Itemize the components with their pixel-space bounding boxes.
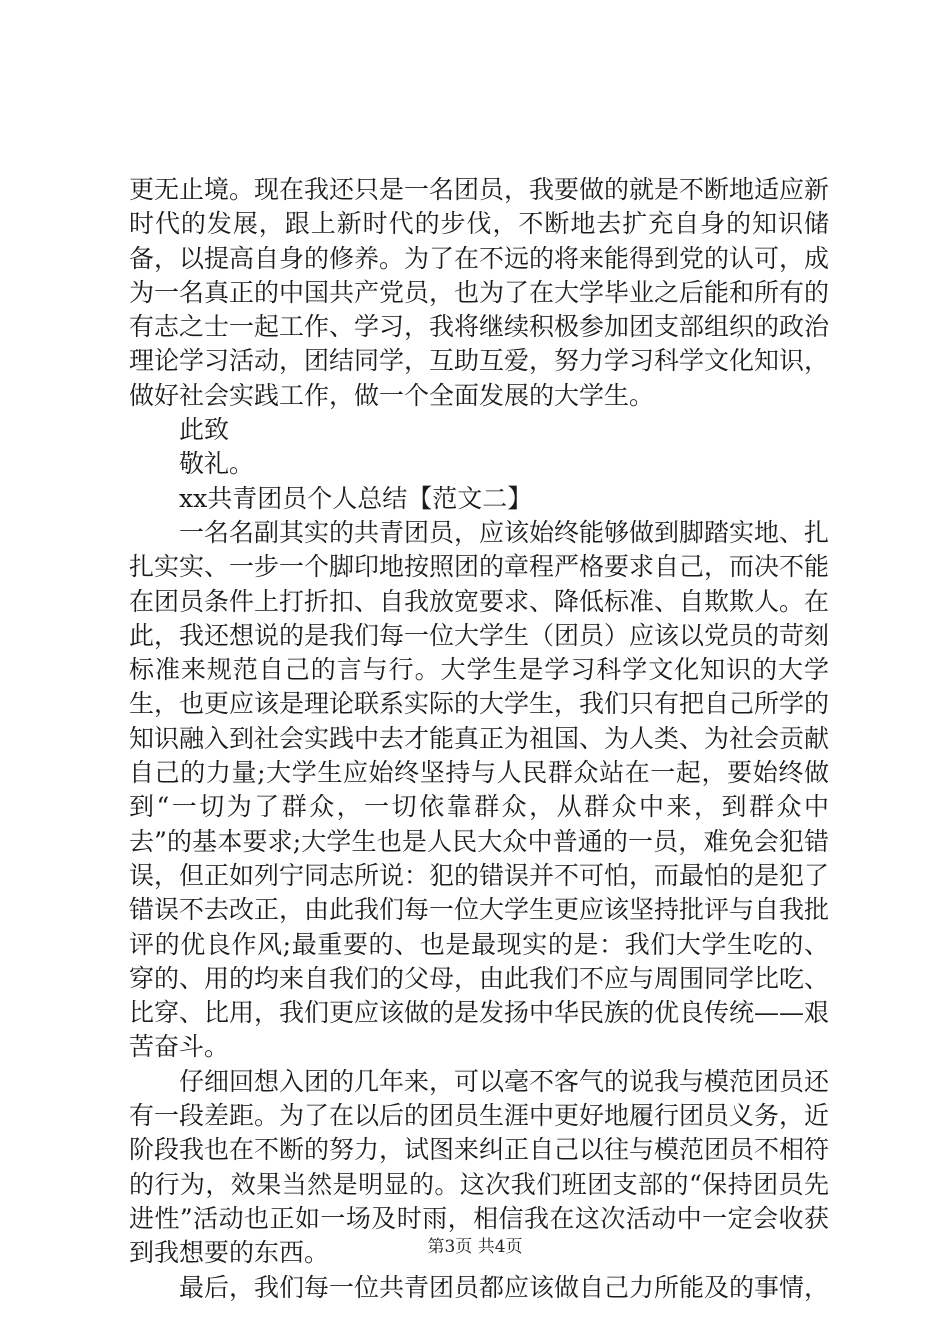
document-body xyxy=(129,173,829,1305)
paragraph-body-1: 一名名副其实的共青团员，应该始终能够做到脚踏实地、扎扎实实、一步一个脚印地按照团的章程严格要求自己，而决不能在团员条件上打折扣、自我放宽要求、降低标准、自欺欺人。在此，我还想说的是我们每一位大学生（团员）应该以党员的苛刻标准来规范自己的言与行。大学生是学习科学文化知识的大学生，也更应该是理论联系实际的大学生，我们只有把自己所学的知识融入到社会实践中去才能真正为祖国、为人类、为社会贡献自己的力量;大学生应始终坚持与人民群众站在一起，要始终做到“一切为了群众，一切依靠群众，从群众中来，到群众中去”的基本要求;大学生也是人民大众中普通的一员，难免会犯错误，但正如列宁同志所说：犯的错误并不可怕，而最怕的是犯了错误不去改正，由此我们每一位大学生更应该坚持批评与自我批评的优良作风;最重要的、也是最现实的是：我们大学生吃的、穿的、用的均来自我们的父母，由此我们不应与周围同学比吃、比穿、比用，我们更应该做的是发扬中华民族的优良传统——艰苦奋斗。 xyxy=(129,517,830,1062)
paragraph-salutation: 此致 xyxy=(179,415,230,445)
section-heading: xx共青团员个人总结【范文二】 xyxy=(179,483,533,513)
paragraph-body-3: 最后，我们每一位共青团员都应该做自己力所能及的事情， xyxy=(179,1272,830,1302)
paragraph-continuation: 更无止境。现在我还只是一名团员，我要做的就是不断地适应新时代的发展，跟上新时代的步伐，不断地去扩充自身的知识储备，以提高自身的修养。为了在不远的将来能得到党的认可，成为一名真正的中国共产党员，也为了在大学毕业之后能和所有的有志之士一起工作、学习，我将继续积极参加团支部组织的政治理论学习活动，团结同学，互助互爱，努力学习科学文化知识，做好社会实践工作，做一个全面发展的大学生。 xyxy=(129,175,830,410)
paragraph-body-2: 仔细回想入团的几年来，可以毫不客气的说我与模范团员还有一段差距。为了在以后的团员生涯中更好地履行团员义务，近阶段我也在不断的努力，试图来纠正自己以往与模范团员不相符的行为，效果当然是明显的。这次我们班团支部的“保持团员先进性”活动也正如一场及时雨，相信我在这次活动中一定会收获到我想要的东西。 xyxy=(129,1066,830,1268)
paragraph-closing: 敬礼。 xyxy=(179,449,255,479)
page-number-footer: 第3页 共4页 xyxy=(427,1237,523,1257)
